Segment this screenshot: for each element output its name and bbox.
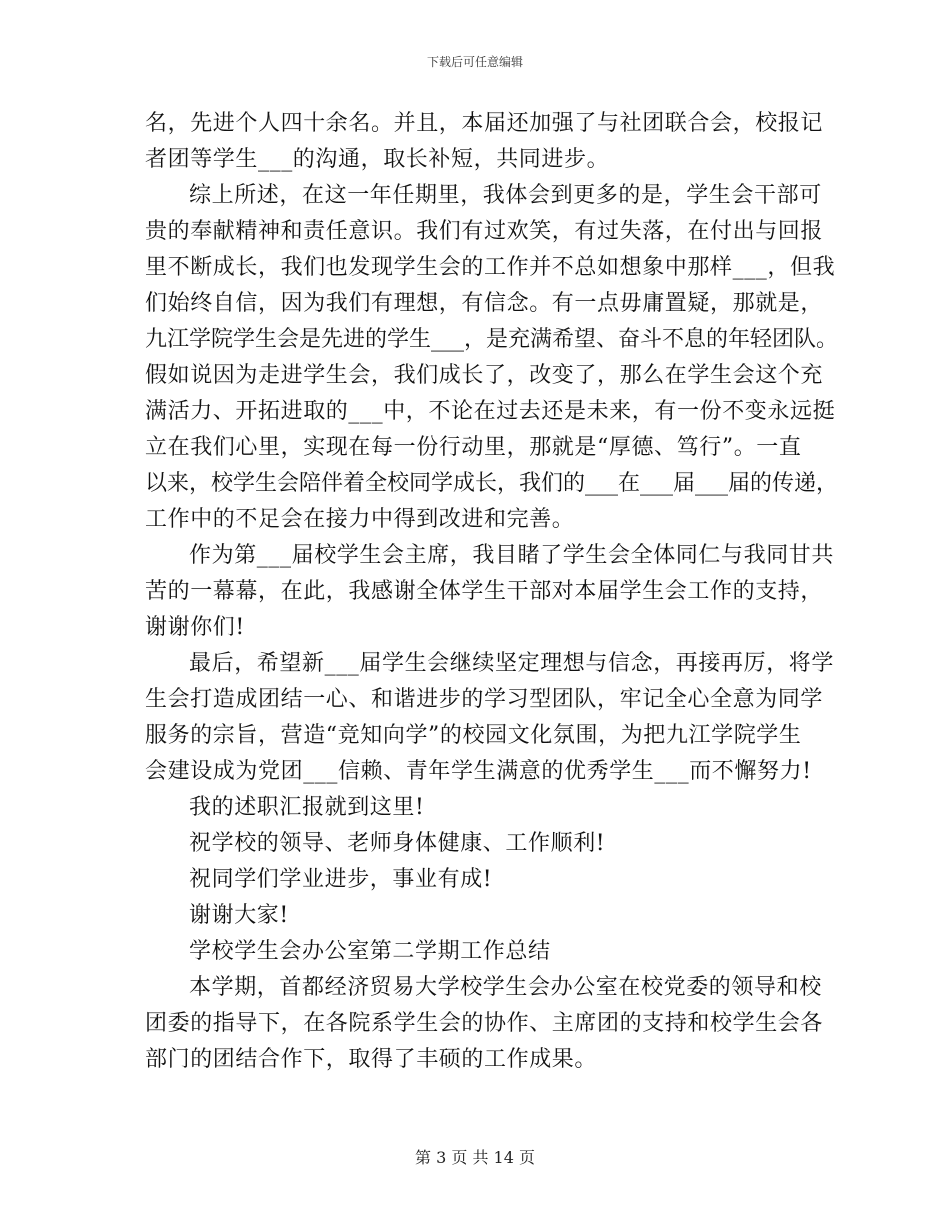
body-line: 谢谢你们! [145,615,245,640]
body-line: 立在我们心里，实现在每一份行动里，那就是“厚德、笃行”。一直 [145,435,802,460]
body-line: 祝同学们学业进步，事业有成! [189,867,493,892]
body-line: 祝学校的领导、老师身体健康、工作顺利! [189,831,606,856]
body-line: 作为第___届校学生会主席，我目睹了学生会全体同仁与我同甘共 [189,543,835,568]
page-number-footer: 第 3 页 共 14 页 [415,1148,535,1167]
body-line: 本学期，首都经济贸易大学校学生会办公室在校党委的领导和校 [189,975,822,1000]
body-line: 服务的宗旨，营造“竞知向学”的校园文化氛围，为把九江学院学生 [145,723,802,748]
body-line: 名，先进个人四十余名。并且，本届还加强了与社团联合会，校报记 [145,111,824,136]
body-line: 我的述职汇报就到这里! [189,795,425,820]
section-heading: 学校学生会办公室第二学期工作总结 [189,939,551,964]
body-line: 团委的指导下，在各院系学生会的协作、主席团的支持和校学生会各 [145,1011,824,1036]
body-line: 满活力、开拓进取的___中，不论在过去还是未来，有一份不变永远挺 [145,399,836,424]
document-body [145,106,839,1078]
body-line: 最后，希望新___届学生会继续坚定理想与信念，再接再厉，将学 [189,651,835,676]
body-line: 里不断成长，我们也发现学生会的工作并不总如想象中那样___，但我 [145,255,836,280]
body-line: 综上所述，在这一年任期里，我体会到更多的是，学生会干部可 [189,183,822,208]
page-header: 下载后可任意编辑 [426,55,523,69]
body-line: 九江学院学生会是先进的学生___，是充满希望、奋斗不息的年轻团队。 [145,327,839,352]
body-line: 谢谢大家! [189,903,289,928]
body-line: 苦的一幕幕，在此，我感谢全体学生干部对本届学生会工作的支持， [145,579,824,604]
body-line: 贵的奉献精神和责任意识。我们有过欢笑，有过失落，在付出与回报 [145,219,824,244]
body-line: 部门的团结合作下，取得了丰硕的工作成果。 [145,1047,598,1072]
body-line: 工作中的不足会在接力中得到改进和完善。 [145,507,575,532]
body-line: 者团等学生___的沟通，取长补短，共同进步。 [145,147,610,172]
body-line: 生会打造成团结一心、和谐进步的学习型团队，牢记全心全意为同学 [145,687,824,712]
body-line: 们始终自信，因为我们有理想，有信念。有一点毋庸置疑，那就是， [145,291,824,316]
body-line: 假如说因为走进学生会，我们成长了，改变了，那么在学生会这个充 [145,363,824,388]
body-line: 以来，校学生会陪伴着全校同学成长，我们的___在___届___届的传递， [145,471,839,496]
body-line: 会建设成为党团___信赖、青年学生满意的优秀学生___而不懈努力! [145,759,812,784]
